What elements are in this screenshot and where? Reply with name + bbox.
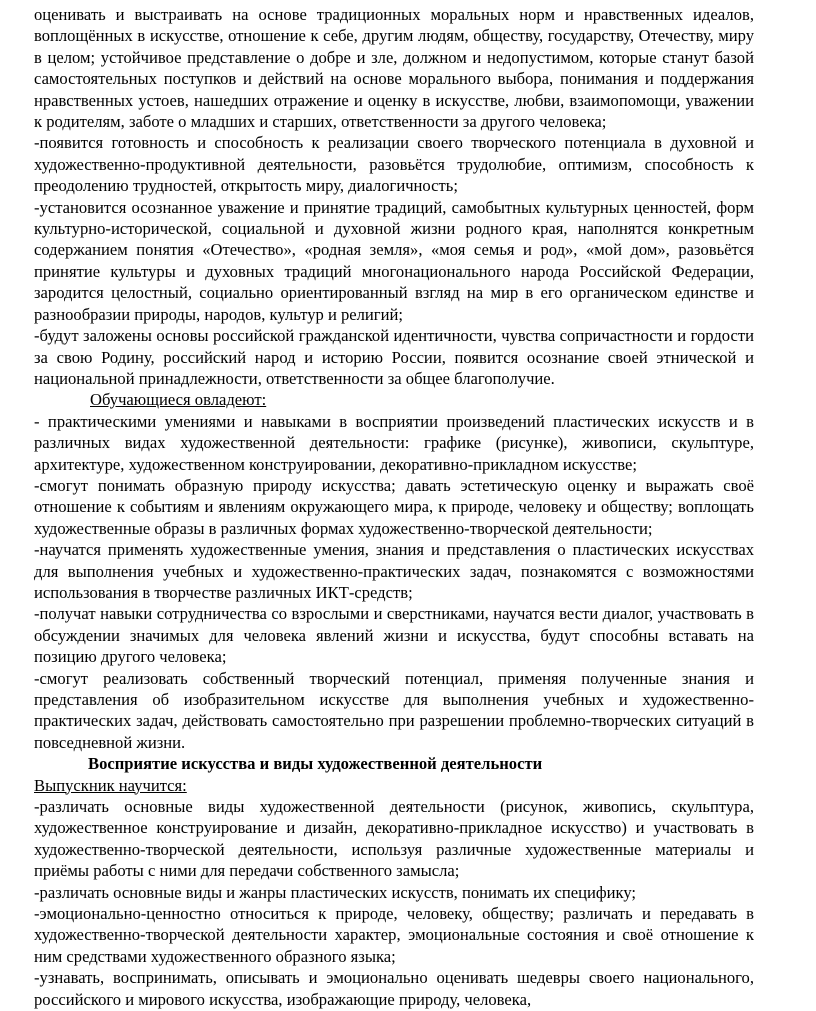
- paragraph-art-types: -различать основные виды художественной деятельности (рисунок, живопись, скульптура, художественное конструирование и дизайн, декоративно-прикладное искусство) и участвовать в художественно-творческой деятельности, используя различные художественные материалы и приёмы работы с ними для передачи собственного замысла;: [34, 797, 754, 881]
- document-page: [34, 4, 754, 1010]
- paragraph-cooperation: -получат навыки сотрудничества со взрослыми и сверстниками, научатся вести диалог, участвовать в обсуждении значимых для человека явлений жизни и искусства, будут способны вставать на позицию другого человека;: [34, 604, 754, 667]
- paragraph-self-realization: -смогут реализовать собственный творческий потенциал, применяя полученные знания и представления об изобразительном искусстве для выполнения учебных и художественно-практических задач, действовать самостоятельно при разрешении проблемно-творческих ситуаций в повседневной жизни.: [34, 668, 754, 752]
- paragraph-values: оценивать и выстраивать на основе традиционных моральных норм и нравственных идеалов, воплощённых в искусстве, отношение к себе, другим людям, обществу, государству, Отечеству, миру в целом; устойчивое представление о добре и зле, должном и недопустимом, которые станут базой самостоятельных поступков и действий на основе морального выбора, понимания и поддержания нравственных устоев, нашедших отражение и оценку в искусстве, любви, взаимопомощи, уважении к родителям, заботе о младших и старших, ответственности за другого человека;: [34, 5, 754, 132]
- graduate-label: Выпускник научится:: [34, 775, 187, 795]
- paragraph-practical-skills: - практическими умениями и навыками в восприятии произведений пластических искусств и в различных видах художественной деятельности: графике (рисунке), живописи, скульптуре, архитектуре, художественном конструировании, декоративно-прикладном искусстве;: [34, 411, 754, 474]
- paragraph-traditions: -установится осознанное уважение и принятие традиций, самобытных культурных ценностей, форм культурно-исторической, социальной и духовной жизни родного края, наполнятся конкретным содержанием понятия «Отечество», «родная земля», «моя семья и род», «мой дом», разовьётся принятие культуры и духовных традиций многонационального народа Российской Федерации, зародится целостный, социально ориентированный взгляд на мир в его органическом единстве и разнообразии природы, народов, культур и религий;: [34, 197, 754, 324]
- paragraph-imagery: -смогут понимать образную природу искусства; давать эстетическую оценку и выражать своё отношение к событиям и явлениям окружающего мира, к природе, человеку и обществу; воплощать художественные образы в различных формах художественно-творческой деятельности;: [34, 475, 754, 538]
- section-heading: Восприятие искусства и виды художественной деятельности: [88, 754, 543, 774]
- paragraph-creative-potential: -появится готовность и способность к реализации своего творческого потенциала в духовной и художественно-продуктивной деятельности, разовьётся трудолюбие, оптимизм, способность к преодолению трудностей, открытость миру, диалогичность;: [34, 133, 754, 196]
- paragraph-genres: -различать основные виды и жанры пластических искусств, понимать их специфику;: [34, 882, 637, 902]
- paragraph-emotional-attitude: -эмоционально-ценностно относиться к природе, человеку, обществу; различать и передавать в художественно-творческой деятельности характер, эмоциональные состояния и своё отношение к ним средствами художественного образного языка;: [34, 904, 754, 966]
- paragraph-masterpieces: -узнавать, воспринимать, описывать и эмоционально оценивать шедевры своего национального, российского и мирового искусства, изображающие природу, человека,: [34, 968, 754, 1009]
- subheading-learners-text: Обучающиеся овладеют:: [90, 390, 267, 410]
- paragraph-civic-identity: -будут заложены основы российской гражданской идентичности, чувства сопричастности и гордости за свою Родину, российский народ и историю России, появится осознание своей этнической и национальной принадлежности, ответственности за общее благополучие.: [34, 326, 754, 388]
- paragraph-apply-skills: -научатся применять художественные умения, знания и представления о пластических искусствах для выполнения учебных и художественно-практических задач, познакомятся с возможностями использования в творчестве различных ИКТ-средств;: [34, 540, 754, 602]
- subheading-learners: [34, 389, 754, 410]
